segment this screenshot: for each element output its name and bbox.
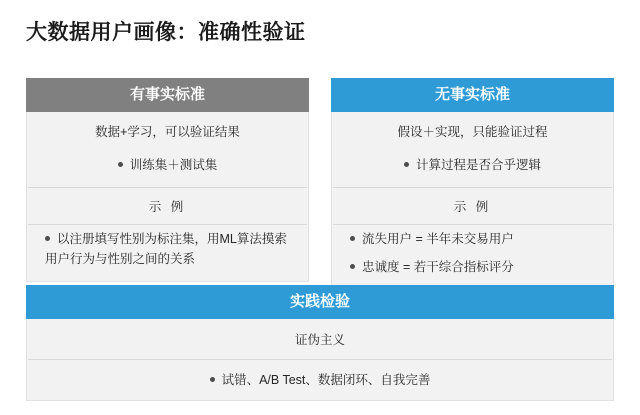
- bullet-dot-icon: [45, 236, 50, 241]
- example-item-label: 流失用户 = 半年未交易用户: [362, 232, 514, 246]
- page-title: 大数据用户画像：准确性验证: [26, 21, 306, 44]
- column-body-right: [331, 112, 614, 290]
- title-band: [0, 0, 640, 58]
- row-bullet: [332, 151, 613, 187]
- bottom-statement: 证伪主义: [294, 333, 345, 347]
- bottom-bullet: [27, 360, 613, 400]
- example-item-label: 以注册填写性别为标注集，用ML算法摸索用户行为与性别之间的关系: [45, 232, 287, 266]
- comparison-columns: [26, 78, 614, 290]
- bullet-dot-icon: [118, 162, 123, 167]
- column-no-fact-standard: [331, 78, 614, 290]
- bullet-dot-icon: [210, 377, 215, 382]
- column-header-right: 无事实标准: [331, 78, 614, 112]
- row-bullet-label: 训练集＋测试集: [129, 158, 218, 172]
- bottom-body: [26, 319, 614, 401]
- bottom-bullet-label: 试错、A/B Test、数据闭环、自我完善: [221, 373, 431, 387]
- example-item: [332, 225, 613, 253]
- bottom-header: 实践检验: [26, 285, 614, 319]
- practice-verification-block: [26, 285, 614, 401]
- row-statement: 数据+学习，可以验证结果: [95, 125, 240, 139]
- bullet-dot-icon: [404, 162, 409, 167]
- bullet-dot-icon: [350, 264, 355, 269]
- row-bullet-label: 计算过程是否合乎逻辑: [415, 158, 541, 172]
- example-item: [27, 225, 308, 281]
- example-subheading: 示 例: [148, 200, 187, 214]
- column-fact-standard: [26, 78, 309, 290]
- column-header-left: 有事实标准: [26, 78, 309, 112]
- example-item: [332, 253, 613, 289]
- row-statement: 假设＋实现，只能验证过程: [397, 125, 548, 139]
- bullet-dot-icon: [350, 236, 355, 241]
- row-bullet: [27, 151, 308, 187]
- example-subheading: 示 例: [453, 200, 492, 214]
- example-item-label: 忠诚度 = 若干综合指标评分: [362, 260, 514, 274]
- column-body-left: [26, 112, 309, 282]
